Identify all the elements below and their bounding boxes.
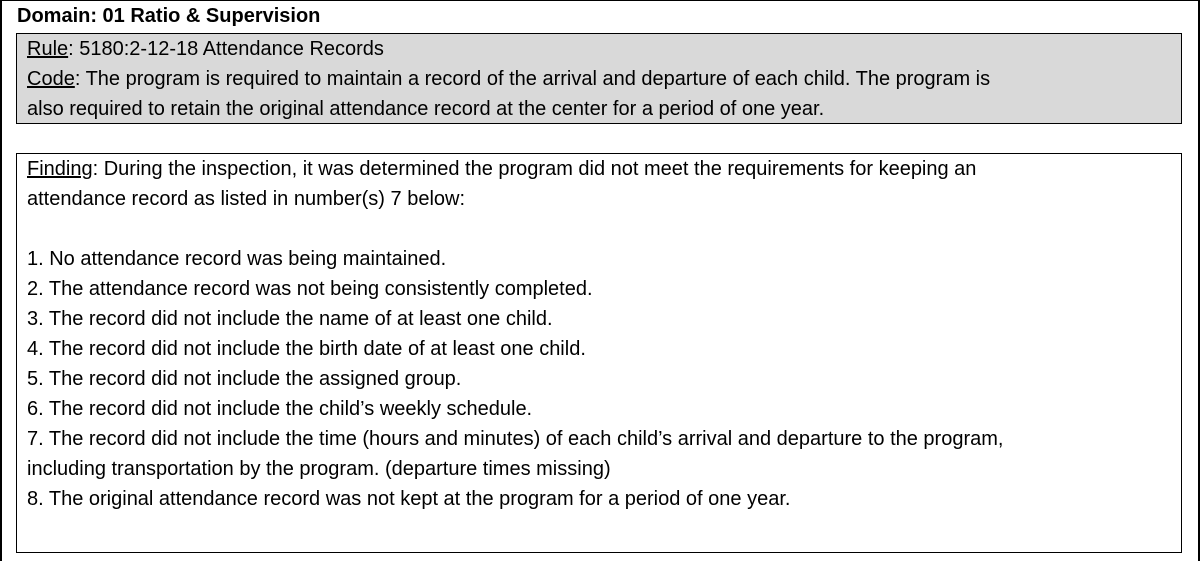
list-item-continuation: including transportation by the program. (departure times missing)	[27, 458, 611, 480]
finding-line-2: attendance record as listed in number(s) 7 below:	[27, 188, 466, 210]
domain-heading: Domain: 01 Ratio & Supervision	[17, 5, 321, 27]
finding-text-1: : During the inspection, it was determined the program did not meet the requirements for keeping an	[92, 158, 977, 180]
list-item: 4. The record did not include the birth date of at least one child.	[27, 338, 586, 360]
code-line-2: also required to retain the original attendance record at the center for a period of one year.	[27, 98, 825, 120]
list-item: 8. The original attendance record was not kept at the program for a period of one year.	[27, 488, 791, 510]
list-item: 7. The record did not include the time (hours and minutes) of each child’s arrival and departure to the program,	[27, 428, 1004, 450]
blank-line	[27, 214, 1171, 244]
rule-code-box	[16, 33, 1182, 124]
finding-line-1	[27, 154, 1171, 184]
rule-line	[27, 34, 1171, 64]
code-label: Code	[27, 68, 75, 90]
rule-label: Rule	[27, 38, 69, 60]
finding-items-list	[27, 244, 1171, 514]
rule-text: : 5180:2-12-18 Attendance Records	[68, 38, 384, 60]
code-line-1	[27, 64, 1171, 94]
list-item: 2. The attendance record was not being consistently completed.	[27, 278, 593, 300]
list-item: 1. No attendance record was being maintained.	[27, 248, 447, 270]
list-item: 3. The record did not include the name of at least one child.	[27, 308, 553, 330]
code-text-1: : The program is required to maintain a record of the arrival and departure of each child. The program is	[74, 68, 991, 90]
finding-box	[16, 153, 1182, 553]
list-item: 6. The record did not include the child’s weekly schedule.	[27, 398, 533, 420]
finding-label: Finding	[27, 158, 93, 180]
list-item: 5. The record did not include the assigned group.	[27, 368, 462, 390]
